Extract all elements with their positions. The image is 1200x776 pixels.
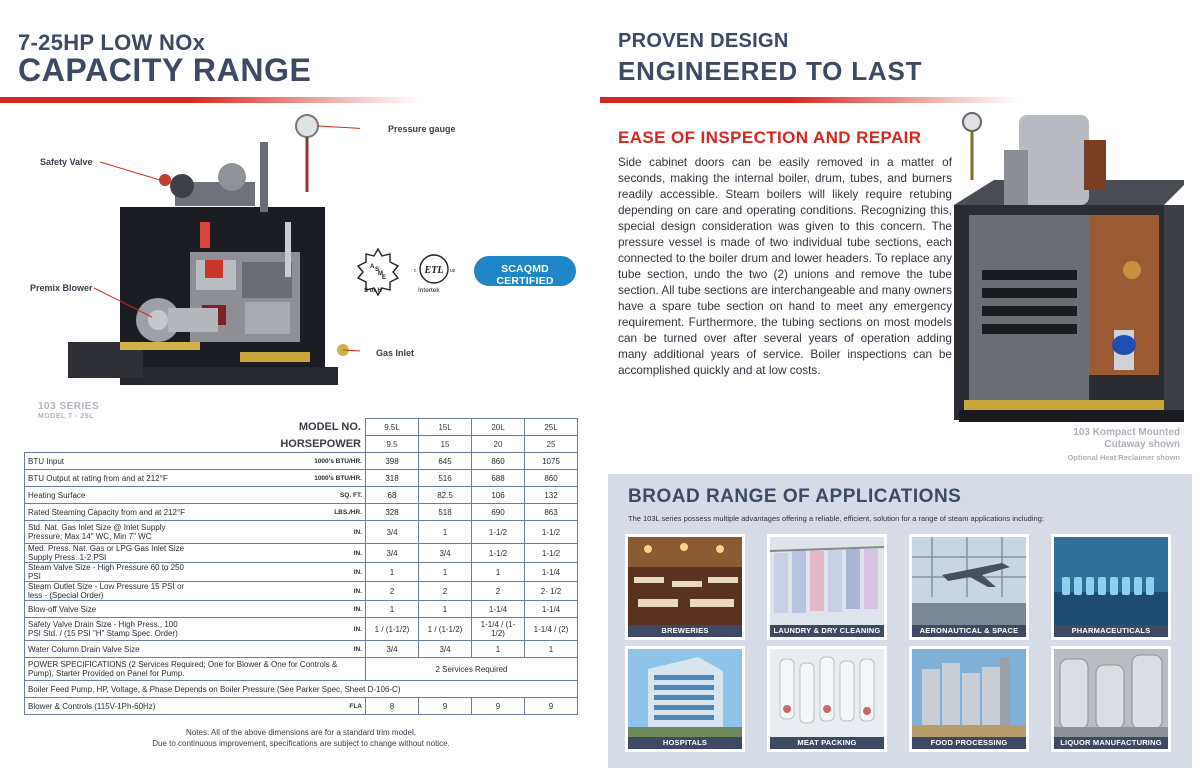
spec-value: 860 xyxy=(525,470,578,487)
scaqmd-rule: 1146.2 xyxy=(552,286,566,291)
scaqmd-text: SCAQMD CERTIFIED xyxy=(496,263,554,287)
gas-inlet-callout: Gas Inlet xyxy=(376,348,415,358)
spec-value: 860 xyxy=(472,453,525,470)
spec-unit: IN. xyxy=(195,521,366,544)
spec-value: 9 xyxy=(525,698,578,715)
application-label: BREWERIES xyxy=(628,625,742,637)
spec-label: Rated Steaming Capacity from and at 212°F xyxy=(25,504,196,521)
model-cell: 15L xyxy=(419,419,472,436)
etl-mark: ETL xyxy=(424,265,444,276)
spec-value: 68 xyxy=(366,487,419,504)
horsepower-cell: 25 xyxy=(525,436,578,453)
spec-value: 1 / (1-1/2) xyxy=(366,618,419,641)
spec-value: 9 xyxy=(472,698,525,715)
meat-packing-photo xyxy=(770,649,884,737)
series-name: 103 SERIES xyxy=(38,401,100,412)
spec-label: Water Column Drain Valve Size xyxy=(25,641,196,658)
applications-title: BROAD RANGE OF APPLICATIONS xyxy=(628,486,962,507)
cutaway-caption-line: 103 Kompact Mounted xyxy=(1073,427,1180,438)
spec-unit: LBS./HR. xyxy=(195,504,366,521)
spec-value: 328 xyxy=(366,504,419,521)
hospitals-photo xyxy=(628,649,742,737)
scaqmd-badge xyxy=(474,256,576,291)
spec-row xyxy=(25,601,578,618)
power-spec-value: 2 Services Required xyxy=(366,658,578,681)
etl-c: c xyxy=(414,268,417,274)
spec-label: Med. Press. Nat. Gas or LPG Gas Inlet Size Supply Press. 1-2 PSI xyxy=(25,544,196,563)
application-label: LIQUOR MANUFACTURING xyxy=(1054,737,1168,749)
engineered-title: ENGINEERED TO LAST xyxy=(618,56,923,86)
applications-panel xyxy=(608,474,1192,768)
safety-valve-callout: Safety Valve xyxy=(40,157,93,167)
spec-value: 3/4 xyxy=(419,544,472,563)
spec-table xyxy=(24,418,578,715)
spec-label: Heating Surface xyxy=(25,487,196,504)
spec-label: Blower & Controls (115V-1Ph-60Hz) xyxy=(25,698,196,715)
liquor-manufacturing-photo xyxy=(1054,649,1168,737)
pharmaceuticals-photo xyxy=(1054,537,1168,625)
spec-value: 1-1/2 xyxy=(472,544,525,563)
application-label: FOOD PROCESSING xyxy=(912,737,1026,749)
blower-row xyxy=(25,698,578,715)
spec-value: 1 xyxy=(472,641,525,658)
boiler-illustration xyxy=(60,112,360,402)
spec-unit: IN. xyxy=(195,601,366,618)
spec-value: 2- 1/2 xyxy=(525,582,578,601)
cutaway-caption-line: Optional Heat Reclaimer shown xyxy=(1067,453,1180,462)
spec-value: 3/4 xyxy=(366,544,419,563)
spec-value: 1 / (1-1/2) xyxy=(419,618,472,641)
spec-value: 645 xyxy=(419,453,472,470)
food-processing-photo xyxy=(912,649,1026,737)
application-label: AERONAUTICAL & SPACE xyxy=(912,625,1026,637)
spec-unit: IN. xyxy=(195,641,366,658)
asme-stamp-text: S or H xyxy=(364,288,382,294)
spec-value: 1 xyxy=(525,641,578,658)
spec-value: 1 xyxy=(419,563,472,582)
spec-value: 1 xyxy=(366,563,419,582)
spec-label: Steam Outlet Size - Low Pressure 15 PSI or less - (Special Order) xyxy=(25,582,196,601)
power-spec-row xyxy=(25,658,578,681)
asme-letter: S xyxy=(375,267,380,273)
spec-unit: 1000's BTU/HR. xyxy=(195,470,366,487)
spec-value: 9 xyxy=(419,698,472,715)
ease-body: Side cabinet doors can be easily removed in a matter of seconds, making the internal boiler, drum, tubes, and burners readily accessible. Steam boilers will likely require retubing depending on care and operating conditions. Recognizing this, special design consideration was given to this concern. The pressure vessel is made of two individual tube sections, each connected to the boiler drum and lower headers. To replace any tube section, undo the two (2) unions and remove the tube section. All tube sections are interchangeable and many owners have a spare tube section on hand to meet any emergency requirement. Furthermore, the tubing sections on most models can be turned over after several years of operation adding many additional years of service. Boiler inspections can be accomplished quickly and at low costs. xyxy=(618,155,952,377)
spec-value: 1-1/4 / (2) xyxy=(525,618,578,641)
spec-value: 688 xyxy=(472,470,525,487)
table-notes xyxy=(24,727,578,749)
note-line: Notes: All of the above dimensions are for a standard trim model. xyxy=(186,728,416,737)
horsepower-cell: 20 xyxy=(472,436,525,453)
spec-value: 1 xyxy=(419,521,472,544)
spec-value: 1 xyxy=(419,601,472,618)
application-tile-breweries xyxy=(625,534,745,640)
laundry-photo xyxy=(770,537,884,625)
engineered-subtitle: PROVEN DESIGN xyxy=(618,30,789,52)
power-spec-label: POWER SPECIFICATIONS (2 Services Required; One for Blower & One for Controls & Pump), Starter Provided on Panel for Pump. xyxy=(25,658,366,681)
intertek-text: Intertek xyxy=(418,287,440,294)
model-label: MODEL NO. xyxy=(298,421,361,433)
spec-label: Safety Valve Drain Size - High Press., 100 PSI Std. / (15 PSI "H" Stamp Spec. Order) xyxy=(25,618,196,641)
spec-value: 2 xyxy=(419,582,472,601)
spec-row xyxy=(25,453,578,470)
horsepower-cell: 15 xyxy=(419,436,472,453)
application-tile-liquor xyxy=(1051,646,1171,752)
spec-label: Std. Nat. Gas Inlet Size @ Inlet Supply Pressure; Max 14" WC, Min 7" WC xyxy=(25,521,196,544)
model-cell: 25L xyxy=(525,419,578,436)
asme-letter: A xyxy=(370,264,375,270)
spec-row xyxy=(25,618,578,641)
spec-unit: IN. xyxy=(195,618,366,641)
spec-row xyxy=(25,504,578,521)
title-underline xyxy=(600,97,1020,103)
application-label: HOSPITALS xyxy=(628,737,742,749)
etl-us: us xyxy=(450,268,456,274)
spec-value: 518 xyxy=(419,504,472,521)
feed-pump-row xyxy=(25,681,578,698)
application-tile-hospitals xyxy=(625,646,745,752)
spec-row xyxy=(25,544,578,563)
spec-value: 1-1/2 xyxy=(472,521,525,544)
spec-value: 1-1/4 xyxy=(472,601,525,618)
spec-row xyxy=(25,470,578,487)
asme-letter: E xyxy=(382,275,387,281)
applications-intro: The 103L series possess multiple advantages offering a reliable, efficient, solution for a range of steam applications including: xyxy=(628,514,1044,523)
capacity-title: CAPACITY RANGE xyxy=(18,52,312,88)
pressure-gauge-callout: Pressure gauge xyxy=(388,124,456,134)
spec-value: 516 xyxy=(419,470,472,487)
spec-row xyxy=(25,563,578,582)
spec-label: BTU Input xyxy=(25,453,196,470)
spec-unit: IN. xyxy=(195,582,366,601)
application-label: LAUNDRY & DRY CLEANING xyxy=(770,625,884,637)
spec-value: 690 xyxy=(472,504,525,521)
application-tile-pharmaceuticals xyxy=(1051,534,1171,640)
horsepower-label: HORSEPOWER xyxy=(280,437,361,450)
application-tile-aeronautical xyxy=(909,534,1029,640)
spec-row xyxy=(25,582,578,601)
spec-value: 3/4 xyxy=(366,521,419,544)
spec-row xyxy=(25,641,578,658)
horsepower-row xyxy=(25,436,578,453)
spec-value: 82.5 xyxy=(419,487,472,504)
capacity-subtitle: 7-25HP LOW NOx xyxy=(18,30,206,55)
title-underline xyxy=(0,97,420,103)
spec-value: 1-1/4 xyxy=(525,601,578,618)
note-line: Due to continuous improvement, specifications are subject to change without notice. xyxy=(152,739,450,748)
aeronautical-photo xyxy=(912,537,1026,625)
model-cell: 20L xyxy=(472,419,525,436)
series-model: MODEL 7 - 25L xyxy=(38,413,94,420)
spec-row xyxy=(25,487,578,504)
premix-blower-callout: Premix Blower xyxy=(30,283,93,293)
model-cell: 9.5L xyxy=(366,419,419,436)
spec-value: 1 xyxy=(366,601,419,618)
spec-value: 106 xyxy=(472,487,525,504)
spec-value: 1-1/4 xyxy=(525,563,578,582)
cutaway-caption-line: Cutaway shown xyxy=(1104,439,1180,450)
application-label: MEAT PACKING xyxy=(770,737,884,749)
spec-value: 318 xyxy=(366,470,419,487)
etl-logo xyxy=(412,252,456,288)
spec-unit: IN. xyxy=(195,544,366,563)
application-tile-laundry xyxy=(767,534,887,640)
spec-value: 398 xyxy=(366,453,419,470)
horsepower-cell: 9.5 xyxy=(366,436,419,453)
application-tile-food-processing xyxy=(909,646,1029,752)
application-tile-meat-packing xyxy=(767,646,887,752)
spec-row xyxy=(25,521,578,544)
spec-unit: 1000's BTU/HR. xyxy=(195,453,366,470)
boiler-cutaway-illustration xyxy=(934,110,1184,430)
spec-unit: FLA xyxy=(195,698,366,715)
spec-label: Blow-off Valve Size xyxy=(25,601,196,618)
spec-value: 132 xyxy=(525,487,578,504)
spec-unit: IN. xyxy=(195,563,366,582)
cutaway-caption xyxy=(1020,427,1180,464)
spec-value: 3/4 xyxy=(366,641,419,658)
spec-label: BTU Output at rating from and at 212°F xyxy=(25,470,196,487)
spec-value: 1-1/2 xyxy=(525,544,578,563)
ease-title: EASE OF INSPECTION AND REPAIR xyxy=(618,128,922,147)
spec-value: 3/4 xyxy=(419,641,472,658)
application-label: PHARMACEUTICALS xyxy=(1054,625,1168,637)
spec-unit: SQ. FT. xyxy=(195,487,366,504)
breweries-photo xyxy=(628,537,742,625)
spec-value: 2 xyxy=(366,582,419,601)
spec-value: 8 xyxy=(366,698,419,715)
engineered-page xyxy=(600,0,1200,776)
spec-value: 1 xyxy=(472,563,525,582)
spec-value: 1-1/4 / (1-1/2) xyxy=(472,618,525,641)
spec-label: Steam Valve Size - High Pressure 60 to 250 PSI xyxy=(25,563,196,582)
asme-letter: M xyxy=(378,271,383,277)
spec-value: 1075 xyxy=(525,453,578,470)
spec-value: 1-1/2 xyxy=(525,521,578,544)
feed-pump-text: Boiler Feed Pump, HP, Voltage, & Phase Depends on Boiler Pressure (See Parker Spec, Sheet D-106-C) xyxy=(25,681,578,698)
model-row xyxy=(25,419,578,436)
spec-value: 2 xyxy=(472,582,525,601)
spec-value: 863 xyxy=(525,504,578,521)
